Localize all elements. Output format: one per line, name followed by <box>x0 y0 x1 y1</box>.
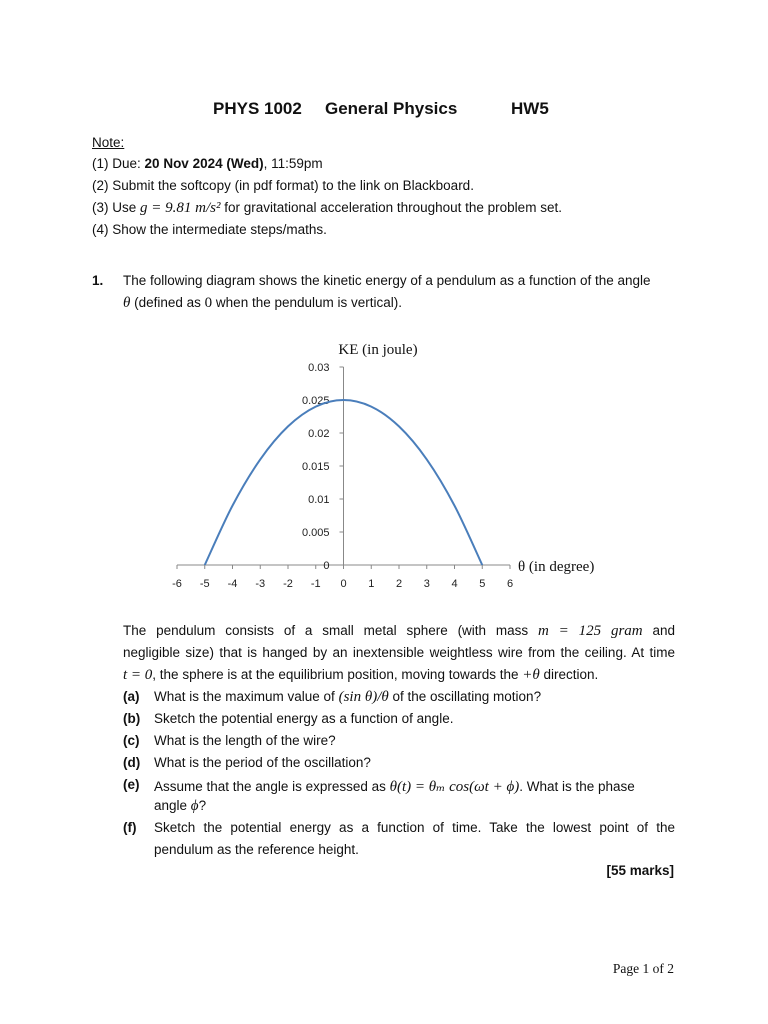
part-f-text: Sketch the potential energy as a function of time. Take the lowest point of the <box>154 820 675 835</box>
part-c-label: (c) <box>123 733 140 748</box>
x-tick-label: -6 <box>172 578 182 590</box>
page-number: Page 1 of 2 <box>612 961 674 976</box>
x-tick-label: -3 <box>255 578 266 590</box>
y-tick-label: 0.015 <box>301 461 330 473</box>
y-tick-label: 0.02 <box>308 428 330 440</box>
note-heading: Note: <box>92 135 125 150</box>
total-marks: [55 marks] <box>606 863 674 878</box>
x-tick-label: 1 <box>368 578 375 590</box>
note-item-1: (1) Due: 20 Nov 2024 (Wed), 11:59pm <box>92 156 323 171</box>
question-intro-line-1: The following diagram shows the kinetic energy of a pendulum as a function of the angle <box>123 273 651 288</box>
x-tick-label: -2 <box>283 578 293 590</box>
note-item-2: (2) Submit the softcopy (in pdf format) to the link on Blackboard. <box>92 178 474 193</box>
note-item-3: (3) Use g = 9.81 m/s² for gravitational acceleration throughout the problem set. <box>92 200 562 216</box>
part-f-label: (f) <box>123 820 137 835</box>
part-d-label: (d) <box>123 755 141 770</box>
part-b-label: (b) <box>123 711 141 726</box>
y-axis-label: KE (in joule) <box>338 342 418 358</box>
y-tick-label: 0.025 <box>301 395 330 407</box>
y-tick-label: 0.005 <box>301 527 330 539</box>
x-tick-label: 4 <box>451 578 458 590</box>
note-item-4: (4) Show the intermediate steps/maths. <box>92 222 327 237</box>
x-tick-label: -5 <box>199 578 210 590</box>
x-tick-label: -1 <box>310 578 321 590</box>
paragraph-line-3: t = 0, the sphere is at the equilibrium position, moving towards the +θ direction. <box>123 667 599 683</box>
x-tick-label: 0 <box>340 578 347 590</box>
x-axis-label: θ (in degree) <box>518 559 595 575</box>
part-e-text: Assume that the angle is expressed as θ(t) = θₘ cos(ωt + ϕ). What is the phase <box>154 779 635 795</box>
x-tick-label: 3 <box>423 578 430 590</box>
y-tick-label: 0 <box>323 560 330 572</box>
ke-chart <box>150 335 630 600</box>
paragraph-line-2: negligible size) that is hanged by an inextensible weightless wire from the ceiling. At time <box>123 645 675 660</box>
y-tick-label: 0.03 <box>308 362 330 374</box>
x-tick-label: 2 <box>395 578 403 590</box>
part-e-text-line-2: angle ϕ? <box>154 798 207 814</box>
part-c-text: What is the length of the wire? <box>154 733 336 748</box>
paragraph-line-1: The pendulum consists of a small metal sphere (with mass m = 125 gram and <box>123 623 676 639</box>
part-a-text: What is the maximum value of (sin θ)/θ of the oscillating motion? <box>154 689 542 705</box>
y-tick-label: 0.01 <box>308 494 330 506</box>
part-e-label: (e) <box>123 777 140 792</box>
x-tick-label: 6 <box>506 578 514 590</box>
course-title: General Physics <box>325 99 458 118</box>
course-code: PHYS 1002 <box>213 99 302 118</box>
part-b-text: Sketch the potential energy as a function of angle. <box>154 711 454 726</box>
x-tick-label: 5 <box>479 578 486 590</box>
question-intro-line-2: θ (defined as 0 when the pendulum is vertical). <box>123 295 403 311</box>
part-d-text: What is the period of the oscillation? <box>154 755 371 770</box>
part-f-text-line-2: pendulum as the reference height. <box>154 842 359 857</box>
part-a-label: (a) <box>123 689 140 704</box>
x-tick-label: -4 <box>227 578 238 590</box>
homework-number: HW5 <box>511 99 549 118</box>
question-number: 1. <box>92 273 104 288</box>
